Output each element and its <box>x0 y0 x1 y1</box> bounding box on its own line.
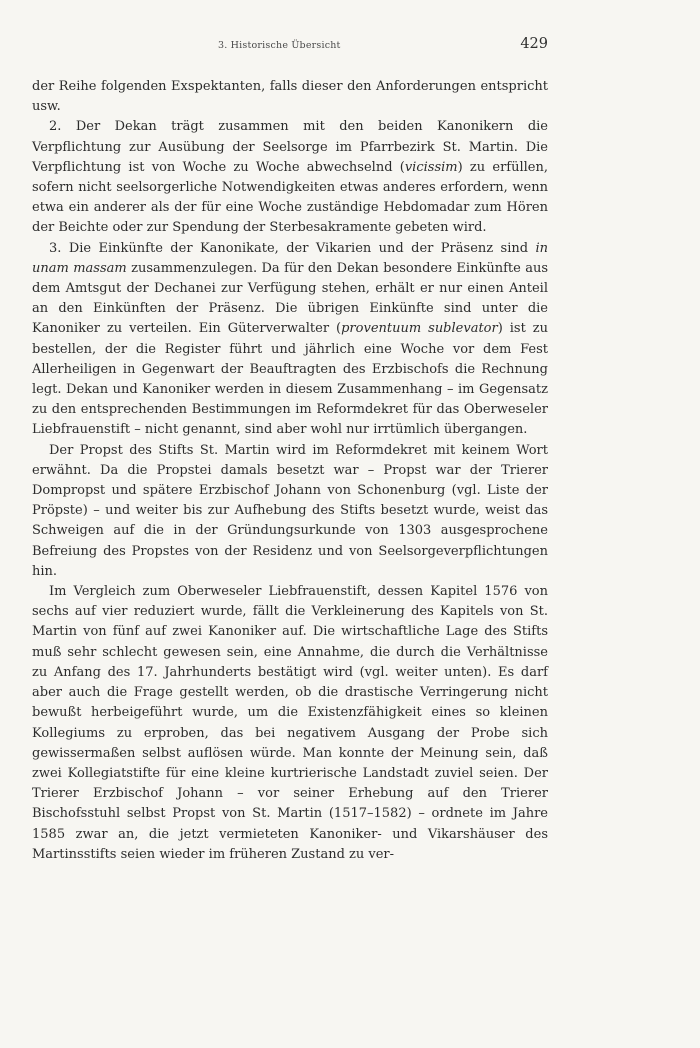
body-text <box>32 77 548 865</box>
paragraph-text: der Reihe folgenden Exspektanten, falls dieser den Anforderungen entspricht usw. <box>32 79 548 115</box>
page-header <box>32 36 548 52</box>
paragraph-4 <box>32 441 548 582</box>
paragraph-text: 2. Der Dekan trägt zusammen mit den beiden Kanonikern die Verpflichtung zur Ausübung der Seelsorge im Pfarrbezirk St. Martin. Die Verpflichtung ist von Woche zu Woche abwechselnd ( <box>32 119 548 175</box>
paragraph-2 <box>32 117 548 238</box>
latin-term: vicissim <box>404 159 458 175</box>
paragraph-5 <box>32 582 548 865</box>
paragraph-text: Im Vergleich zum Oberweseler Liebfrauenstift, dessen Kapitel 1576 von sechs auf vier reduziert wurde, fällt die Verkleinerung des Kapitels von St. Martin von fünf auf zwei Kanoniker auf. Die wirtschaftliche Lage des Stifts muß sehr schlecht gewesen sein, eine Annahme, die durch die Verhältnisse zu Anfang des 17. Jahrhunderts bestätigt wird (vgl. weiter unten). Es darf aber auch die Frage gestellt werden, ob die drastische Verringerung nicht bewußt herbeigeführt wurde, um die Existenzfähigkeit eines so kleinen Kollegiums zu erproben, das bei negativem Ausgang der Probe sich gewissermaßen selbst auflösen würde. Man konnte der Meinung sein, daß zwei Kollegiatstifte für eine kleine kurtrierische Landstadt zuviel seien. Der Trierer Erzbischof Johann – vor seiner Erhebung auf den Trierer Bischofsstuhl selbst Propst von St. Martin (1517–1582) – ordnete im Jahre 1585 zwar an, die jetzt vermieteten Kanoniker- und Vikarshäuser des Martinsstifts seien wieder im früheren Zustand zu ver- <box>32 584 548 862</box>
latin-term: in unam massam <box>32 240 548 276</box>
paragraph-1 <box>32 77 548 117</box>
paragraph-3 <box>32 239 548 441</box>
paragraph-text: 3. Die Einkünfte der Kanonikate, der Vikarien und der Präsenz sind <box>49 240 536 256</box>
page-number: 429 <box>520 36 548 52</box>
paragraph-text: ) ist zu bestellen, der die Register führt und jährlich eine Woche vor dem Fest Allerheiligen in Gegenwart der Beauftragten des Erzbischofs die Rechnung legt. Dekan und Kanoniker werden in diesem Zusammenhang – im Gegensatz zu den entsprechenden Bestimmungen im Reformdekret für das Oberweseler Liebfrauenstift – nicht genannt, sind aber wohl nur irrtümlich übergangen. <box>32 321 548 438</box>
paragraph-text: zusammenzulegen. Da für den Dekan besondere Einkünfte aus dem Amtsgut der Dechanei zur Verfügung stehen, erhält er nur einen Anteil an den Einkünften der Präsenz. Die übrigen Einkünfte sind unter die Kanoniker zu verteilen. Ein Güterverwalter ( <box>32 260 548 337</box>
running-head: 3. Historische Übersicht <box>218 40 341 51</box>
paragraph-text: Der Propst des Stifts St. Martin wird im Reformdekret mit keinem Wort erwähnt. Da die Propstei damals besetzt war – Propst war der Trierer Dompropst und spätere Erzbischof Johann von Schonenburg (vgl. Liste der Pröpste) – und weiter bis zur Aufhebung des Stifts besetzt wurde, weist das Schweigen auf die in der Gründungsurkunde von 1303 ausgesprochene Befreiung des Propstes von der Residenz und von Seelsorgeverpflichtungen hin. <box>32 442 548 579</box>
latin-term: proventuum sublevator <box>341 321 498 337</box>
paragraph-text: ) zu erfüllen, sofern nicht seelsorgerliche Notwendigkeiten etwas anderes erfordern, wenn etwa ein anderer als der für eine Woche zuständige Hebdomadar zum Hören der Beichte oder zur Spendung der Sterbesakramente gebeten wird. <box>32 159 548 236</box>
